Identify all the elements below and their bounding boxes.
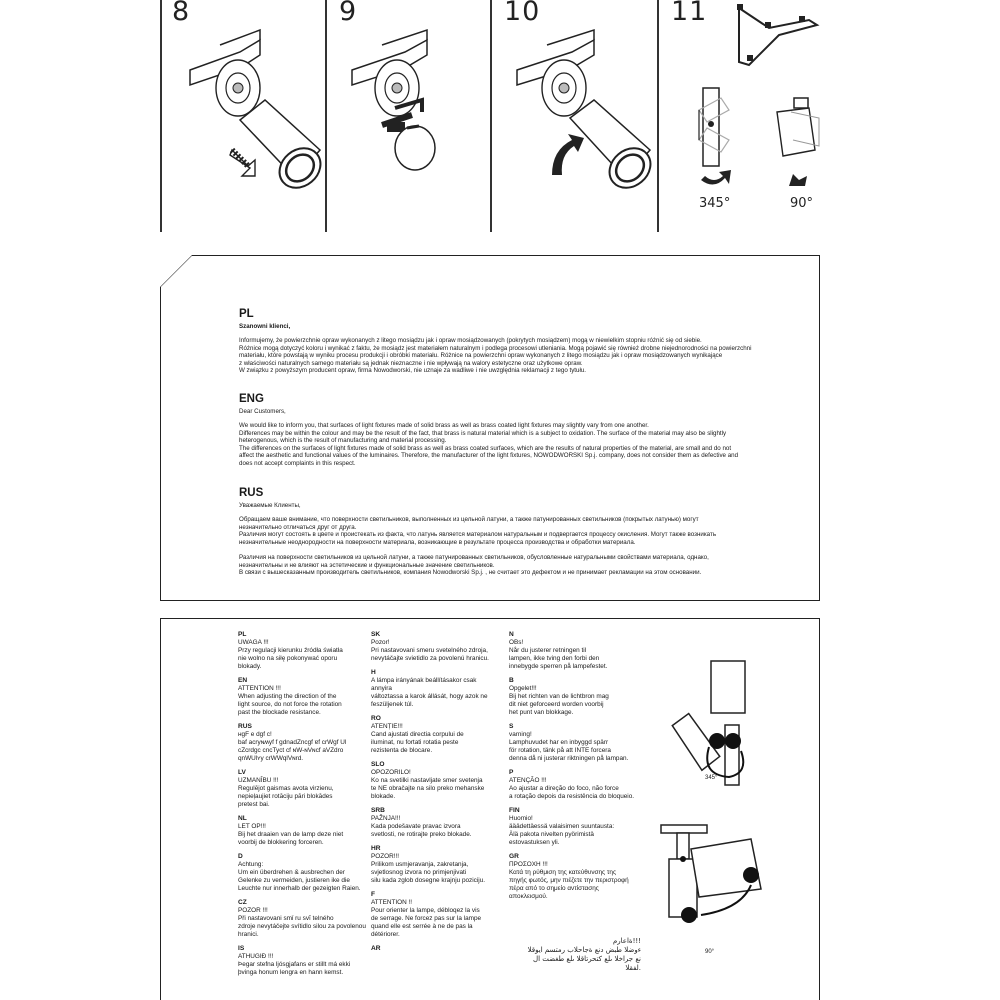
- box-corner: [160, 255, 200, 295]
- brass-notice-box: [160, 255, 820, 601]
- angle-label-90: 90°: [790, 196, 814, 211]
- warning-ar: AR: [371, 945, 381, 952]
- greeting: Уважаемые Клиенты,: [239, 502, 301, 509]
- warning-column-1: [238, 631, 366, 983]
- figure-label-90: 90°: [705, 949, 715, 955]
- warning-slo: SLO OPOZORILO! Ko na svetilki nastavljate smer svetenja te NE obračajte na silo preko mehanske blokade.: [371, 761, 485, 800]
- rotation-diagram-90: [641, 819, 781, 969]
- step-number: 8: [172, 0, 191, 27]
- warning-d: D Achtung: Um ein überdrehen & ausbrechen der Gelenke zu vermeiden, justieren ike die Leuchte nur innerhalb der gezeigten Raien.: [238, 853, 361, 892]
- warning-hr: HR POZOR!!! Prilikom usmjeravanja, zakretanja, svjetlosnog izvora no primjenjivati silu kada zglob dosegne krajnju poziciju.: [371, 845, 486, 884]
- notice-paragraph: We would like to inform you, that surfaces of light fixtures made of solid brass as well as brass coated light fixtures may slightly vary from one another. Differences may be within the colour and may be the result of the fact, that brass is natural material which is a subject to oxidation. The surface of the material may also be slightly heterogenous, which is the result of manufacturing and material processing. The differences on the surfaces of light fixtures made of solid brass as well as brass coated surfaces, which are the results of natural properties of the material, are small and do not affect the aesthetic and functional values of the luminaires. Therefore, the manufacturer of the light fixtures, NOWODWORSKI Sp.j. company, does not consider them as defective and does not accept complaints in this respect.: [239, 422, 739, 467]
- warning-sk: SK Pozor! Pri nastavovani smeru svetelného zdroja, nevytáčajte svietidlo za povolenú hranicu.: [371, 631, 489, 662]
- step-number: 10: [504, 0, 541, 27]
- warning-column-3: [509, 631, 637, 907]
- notice-section-eng: [239, 393, 779, 468]
- step-number: 9: [339, 0, 358, 27]
- step-10: [492, 0, 659, 232]
- warning-s: S varning! Lamphuvudet har en inbyggd spärr för rotation, tänk på att INTE forcera denna då ni justerar riktningen på lampan.: [509, 723, 629, 762]
- notice-paragraph: Обращаем ваше внимание, что поверхности светильников, выполненных из цельной латуни, а также патунированных светильников (покрытых латунью) могут незначительно отличаться друг от друга. Различия могут состоять в цвете и проистекать из факта, что латунь является материалом натуральным и подвергается процессу окисления. Могут также возникать незначительные неоднородности на поверхности материала, возникающие в результате процесса производства и обработки материала. Различия на поверхности светильников из цельной латуни, а также патунированных светильников, обусловленные натуральными свойствами материала, однако, незначительны и не влияют на эстетические и функциональные значение светильников. В связи с вышесказанным производитель светильников, компания Nowodworski Sp.j. , не считает это дефектом и не принимает рекламации на этом основании.: [239, 516, 717, 577]
- warning-lv: LV UZMANĪBU !!! Regulējot gaismas avota virzienu, nepieļaujiet rotāciju pāri blokādes pretest bai.: [238, 769, 334, 808]
- warning-is: IS ATHUGIĐ !!! Þegar stefna ljósgjafans er stillt má ekki þvinga honum lengra en hann kemst.: [238, 945, 351, 976]
- warning-arabic-text: !!!ةاعارم ءوضلا طبض دنع ةجاحلاب رمتسم ايوقلا نع جراخلا ىلع كتحرتاقلا ىلع طغضت ال .لفقلا: [527, 937, 641, 972]
- installation-steps: [160, 0, 820, 232]
- figure-label-345: 345°: [705, 775, 718, 781]
- notice-paragraph: Informujemy, że powierzchnie opraw wykonanych z litego mosiądzu jak i opraw mosiądzowanych (pokrytych mosiądzem) mogą w niewielkim stopniu różnić się od siebie. Różnice mogą dotyczyć koloru i wynikać z faktu, że mosiądz jest materiałem naturalnym i podlega procesowi utleniania. Mogą pojawić się również drobne niejednorodności na powierzchni materiału, które powstają w wyniku procesu produkcji i obróbki materiału. Różnice na powierzchni opraw wykonanych z litego mosiądzu jak i opraw mosiądzowanych wynikające z właściwości naturalnych samego materiału są jednak nieznaczne i nie wpływają na walory estetyczne oraz użytkowe opraw. W związku z powyższym producent opraw, firma Nowodworski, nie uznaje za wadliwe i nie uwzględnia reklamacji z tego tytułu.: [239, 337, 752, 375]
- angle-label-345: 345°: [699, 196, 731, 211]
- warning-srb: SRB PAŽNJA!!! Kada podešavate pravac izvora svetlosti, ne rotirajte preko blokade.: [371, 807, 472, 838]
- warning-gr: GR ΠΡΟΣΟΧΗ !!! Κατά τη ρύθμιση της κατεύθυνσης της πηγής φωτός, μην πιέζετε την περιστροφή πέρα από το σημείο αντίστασης αποκλεισμού.: [509, 853, 629, 900]
- step-number: 11: [671, 0, 708, 27]
- rotation-diagram-345: [641, 655, 781, 805]
- warning-nl: NL LET OP!!! Bij het draaien van de lamp deze niet voorbij de blokkering forceren.: [238, 815, 344, 846]
- warning-ro: RO ATENȚIE!!! Cand ajustati directia corpului de iluminat, nu fortati rotatia peste rezistenta de blocare.: [371, 715, 464, 754]
- warning-box: [160, 618, 820, 1000]
- warning-pl: PL UWAGA !!! Przy regulacji kierunku źródła światła nie wolno na siłę pokonywać oporu blokady.: [238, 631, 343, 670]
- warning-en: EN ATTENTION !!! When adjusting the direction of the light source, do not force the rotation past the blockade resistance.: [238, 677, 342, 716]
- step-11: [659, 0, 820, 232]
- step-10-illustration: [492, 0, 659, 232]
- step-9-illustration: [327, 0, 492, 232]
- warning-n: N OBs! Når du justerer retningen til lampen, ikke tving den forbi den innebygde sperren på lampefestet.: [509, 631, 608, 670]
- section-heading: ENG: [239, 393, 264, 405]
- warning-h: H A lámpa irányának beállításakor csak annyira változtassa a karok állását, hogy azok ne feszüljenek túl.: [371, 669, 488, 708]
- step-8: [160, 0, 327, 232]
- warning-f: F ATTENTION !! Pour orienter la lampe, débloqez la vis de serrage. Ne forcez pas sur la lampe quand elle est serrée à ne de pas la détériorer.: [371, 891, 482, 938]
- step-9: [327, 0, 492, 232]
- warning-cz: CZ POZOR !!! Při nastavovani smǐ ru svĭ telného zdroje nevytáčejte svítidlo silou za povolenou hranici.: [238, 899, 366, 938]
- section-heading: PL: [239, 308, 254, 320]
- warning-p: P ATENÇÃO !!! Ao ajustar a direção do foco, não force a rotação depois da resistência do bloqueio.: [509, 769, 635, 800]
- notice-section-pl: [239, 308, 779, 375]
- section-heading: RUS: [239, 487, 264, 499]
- notice-section-rus: [239, 487, 779, 577]
- warning-b: B Opgelet!!! Bij het richten van de lichtbron mag dit niet geforceerd worden voorbij het punt van blokkage.: [509, 677, 609, 716]
- greeting: Dear Customers,: [239, 408, 286, 415]
- warning-column-2: [371, 631, 499, 959]
- greeting: Szanowni klienci,: [239, 323, 291, 330]
- warning-rus: RUS ʜgF e dgf c! baf acryɴʍyf f gdnadZncgf ɐf crWgf Ul cZcrdgc cncTyct cf ɴW-ɴVɴcf aVZdro qnWUlʏy crWWqlVɴrd.: [238, 723, 347, 762]
- step-8-illustration: [160, 0, 327, 232]
- warning-fin: FIN Huomio! ääädettäessä valaisimen suuntausta: Älä pakota nivelten pyörimistä estovastuksen yli.: [509, 807, 615, 846]
